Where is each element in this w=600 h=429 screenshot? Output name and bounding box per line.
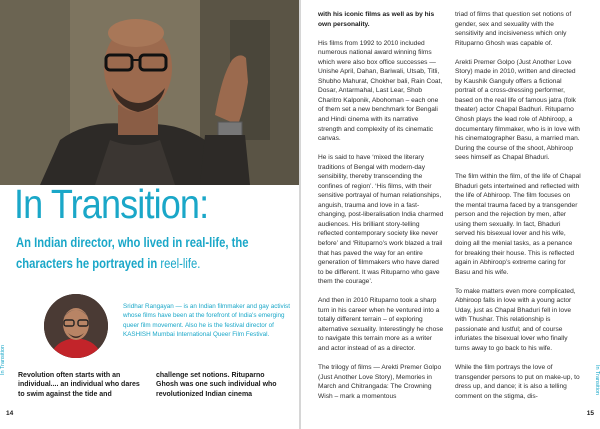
page-number-left: 14 bbox=[6, 410, 14, 417]
col2-para-4: While the film portrays the love of transgender persons to put on make-up, to dress up, and dance; it is also a telling comment on the stigma, dis- bbox=[455, 364, 580, 400]
body-column-2 bbox=[455, 10, 581, 411]
author-avatar bbox=[44, 294, 108, 358]
col2-para-0: triad of films that question set notions of gender, sex and sexuality with the sensitivity and incisiveness which only Rituparno Ghosh was capable of. bbox=[455, 11, 572, 47]
col1-para-1: His films from 1992 to 2010 included numerous national award winning films which were also box office successes — Unishe April, Dahan, Bariwali, Utsab, Titli, Shubho Mahurat, Chokher bali, Rain Coat, Dosar, Antarmahal, Last Lear, Shob Charitro Kalponik, Abohoman – each one of them set a new benchmark for Bengali and Hindi cinema with its narrative strength and complexity of its cinematic canvas. bbox=[318, 39, 443, 143]
director-photo bbox=[0, 0, 299, 185]
subhead-bold: An Indian director, who lived in real-life, the characters he portrayed in bbox=[16, 235, 249, 271]
intro-columns bbox=[18, 371, 297, 429]
intro-col-2: challenge set notions. Rituparno Ghosh was one such individual who revolutionized Indian cinema bbox=[156, 372, 277, 398]
col1-para-2: He is said to have ‘mixed the literary traditions of Bengal with modern-day sensibility, thereby transcending the confines of region’. ‘His films, with their sensitive portrayal of human relationships, anguish, trauma and love in a fast-changing, post-liberalisation India charmed audiences. His brilliant story-telling reflected contemporary society like never before’ and ‘Rituparno’s work blazed a trail that has paved the way for an entire generation of filmmakers who have dared to be different. It was Rituparno who gave them the courage’. bbox=[318, 154, 444, 286]
body-column-1 bbox=[318, 10, 444, 411]
article-subhead bbox=[16, 232, 260, 274]
section-tab-right: In Transition bbox=[594, 365, 600, 395]
left-page bbox=[0, 0, 299, 429]
col1-para-3: And then in 2010 Rituparno took a sharp turn in his career when he ventured into a totally different terrain – of exploring alternative sexuality. Interestingly he chose to navigate this terrain more as a writer and actor instead of as a director. bbox=[318, 297, 444, 352]
col2-para-1: Arekti Premer Golpo (Just Another Love Story) made in 2010, written and directed by Kaushik Ganguly offers a fictional portrait of a cross-dressing performer, based on the real life of famous jatra (folk theater) actor Chapal Badhuri. Rituparno Ghosh plays the lead role of Abhiroop, a documentary filmmaker, who is in love with his cinematographer Basu, a married man. During the course of the shoot, Abhiroop sees himself as Chapal Bhaduri. bbox=[455, 58, 580, 162]
col1-para-0: with his iconic films as well as by his own personality. bbox=[318, 11, 435, 28]
col1-para-4: The trilogy of films — Arekti Premer Golpo (Just Another Love Story), Memories in March and Chitrangada: The Crowning Wish – mark a momentous bbox=[318, 364, 442, 400]
subhead-light: reel-life. bbox=[160, 256, 201, 271]
page-number-right: 15 bbox=[586, 410, 594, 417]
col2-para-3: To make matters even more complicated, Abhiroop falls in love with a young actor Uday, just as Chapal Bhaduri fell in love with Thushar. This relationship is passionate and lustful; and of course infuriates the bisexual lover who finally turns away to go back to his wife. bbox=[455, 287, 576, 352]
right-page bbox=[301, 0, 600, 429]
article-headline: In Transition: bbox=[14, 181, 209, 227]
intro-col-1: Revolution often starts with an individual.... an individual who dares to swim against the tide and bbox=[18, 372, 140, 398]
author-bio: Sridhar Rangayan — is an Indian filmmaker and gay activist whose films have been at the forefront of India's emerging queer film movement. Also he is the festival director of KASHISH Mumbai International Queer Film Festival. bbox=[123, 303, 290, 339]
section-tab-left: In Transition bbox=[0, 345, 6, 375]
col2-para-2: The film within the film, of the life of Chapal Bhaduri gets intertwined and reflected with the life of Abhiroop. The film focuses on the mental trauma faced by a transgender person and the rejection by men, after using them sexually. In fact, Bhaduri served his bisexual lover and his wife, doing all the menial tasks, as a penance for breaking their house. This is reflected again in Abhiroop’s extreme caring for Basu and his wife. bbox=[455, 173, 581, 276]
